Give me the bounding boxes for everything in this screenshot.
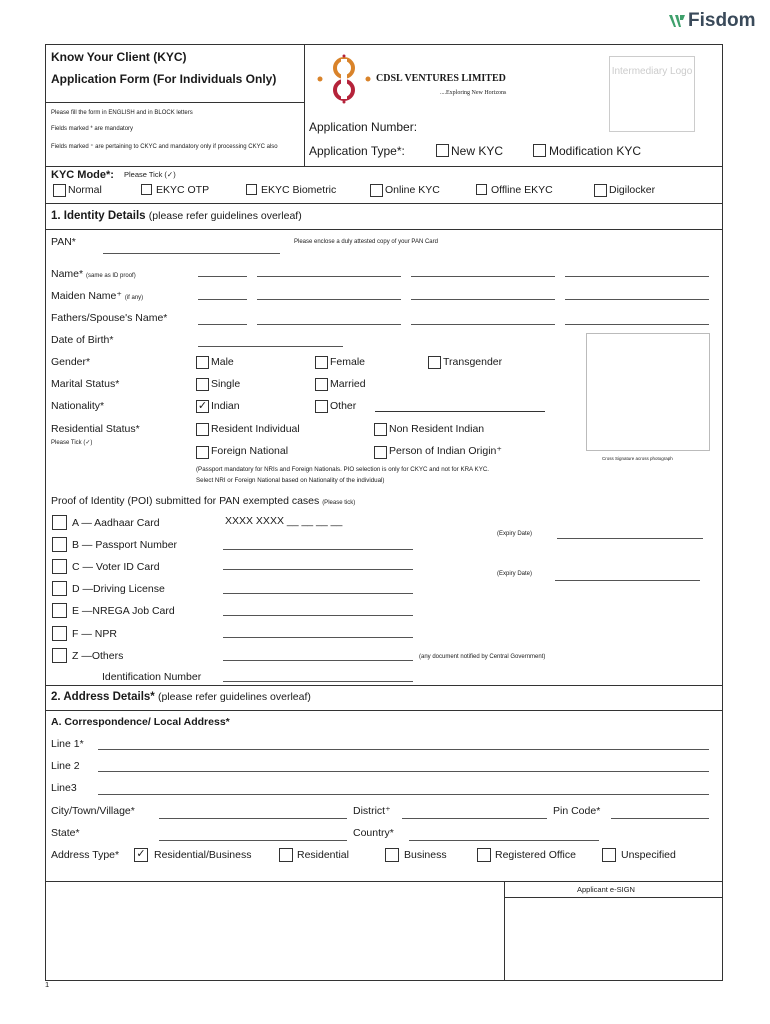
gender-male-checkbox[interactable] bbox=[196, 356, 209, 369]
foreign-national-label: Foreign National bbox=[211, 445, 289, 457]
marital-married-label: Married bbox=[330, 378, 366, 390]
kyc-mode-online-label: Online KYC bbox=[385, 184, 440, 196]
poi-others-checkbox[interactable] bbox=[52, 648, 67, 663]
kyc-mode-normal-label: Normal bbox=[68, 184, 102, 196]
kyc-mode-hint: Please Tick (✓) bbox=[124, 170, 176, 179]
new-kyc-checkbox[interactable] bbox=[436, 144, 449, 157]
others-note: (any document notified by Central Government) bbox=[419, 654, 546, 660]
passport-expiry-label: (Expiry Date) bbox=[497, 531, 533, 537]
nationality-indian-label: Indian bbox=[211, 400, 240, 412]
address-type-unspecified-checkbox[interactable] bbox=[602, 848, 616, 862]
nationality-other-label: Other bbox=[330, 400, 357, 412]
gender-female-checkbox[interactable] bbox=[315, 356, 328, 369]
kyc-mode-offline-ekyc-label: Offline EKYC bbox=[491, 184, 553, 196]
dob-label: Date of Birth* bbox=[51, 334, 114, 346]
poi-nrega-checkbox[interactable] bbox=[52, 603, 67, 618]
address-type-residential-business-checkbox[interactable]: ✓ bbox=[134, 848, 148, 862]
country-field[interactable] bbox=[409, 840, 599, 841]
aadhaar-mask: XXXX XXXX __ __ __ __ bbox=[225, 515, 343, 527]
address-section-title: 2. Address Details* (please refer guidelines overleaf) bbox=[51, 691, 311, 703]
gender-male-label: Male bbox=[211, 356, 234, 368]
marital-single-label: Single bbox=[211, 378, 241, 390]
identity-section-title: 1. Identity Details (please refer guidelines overleaf) bbox=[51, 210, 302, 222]
poi-passport-checkbox[interactable] bbox=[52, 537, 67, 552]
gender-transgender-checkbox[interactable] bbox=[428, 356, 441, 369]
poi-voter-label: C — Voter ID Card bbox=[72, 561, 160, 573]
fisdom-wordmark: Fisdom bbox=[688, 10, 756, 31]
kyc-mode-ekyc-biometric-label: EKYC Biometric bbox=[261, 184, 337, 196]
nrega-field[interactable] bbox=[223, 615, 413, 616]
address-type-residential-checkbox[interactable] bbox=[279, 848, 293, 862]
cdsl-logo-icon bbox=[314, 54, 374, 104]
address-type-label: Address Type* bbox=[51, 849, 120, 861]
kyc-mode-ekyc-biometric-checkbox[interactable] bbox=[246, 184, 257, 195]
identification-number-field[interactable] bbox=[223, 681, 413, 682]
address-line2-field[interactable] bbox=[98, 771, 709, 772]
residential-note-1: (Passport mandatory for NRIs and Foreign Nationals. PIO selection is only for CKYC and not for KRA KYC. bbox=[196, 466, 490, 473]
gender-female-label: Female bbox=[330, 356, 366, 368]
kyc-mode-digilocker-checkbox[interactable] bbox=[594, 184, 607, 197]
address-line1-label: Line 1* bbox=[51, 738, 84, 750]
identification-number-label: Identification Number bbox=[102, 671, 202, 683]
voter-id-field[interactable] bbox=[223, 569, 413, 570]
nri-checkbox[interactable] bbox=[374, 423, 387, 436]
driving-expiry-field[interactable] bbox=[555, 580, 700, 581]
pin-code-field[interactable] bbox=[611, 818, 709, 819]
poi-passport-label: B — Passport Number bbox=[72, 539, 178, 551]
pio-checkbox[interactable] bbox=[374, 446, 387, 459]
esign-label: Applicant e-SIGN bbox=[577, 885, 635, 894]
photo-box bbox=[586, 333, 710, 451]
passport-number-field[interactable] bbox=[223, 549, 413, 550]
pan-label: PAN* bbox=[51, 236, 76, 248]
driving-license-field[interactable] bbox=[223, 593, 413, 594]
address-type-residential-business-label: Residential/Business bbox=[154, 849, 252, 861]
father-spouse-name-label: Fathers/Spouse's Name* bbox=[51, 312, 168, 324]
address-line3-field[interactable] bbox=[98, 794, 709, 795]
address-type-business-label: Business bbox=[404, 849, 447, 861]
npr-field[interactable] bbox=[223, 637, 413, 638]
residential-note-2: Select NRI or Foreign National based on Nationality of the individual) bbox=[196, 477, 385, 484]
address-type-business-checkbox[interactable] bbox=[385, 848, 399, 862]
form-title-line2: Application Form (For Individuals Only) bbox=[51, 72, 277, 86]
kyc-mode-digilocker-label: Digilocker bbox=[609, 184, 656, 196]
photo-caption: Cross Signature across photograph bbox=[602, 456, 673, 461]
state-label: State* bbox=[51, 827, 80, 839]
application-number-label: Application Number: bbox=[309, 120, 418, 134]
residential-status-label: Residential Status* bbox=[51, 423, 140, 435]
kyc-mode-ekyc-otp-checkbox[interactable] bbox=[141, 184, 152, 195]
address-type-registered-office-label: Registered Office bbox=[495, 849, 576, 861]
city-label: City/Town/Village* bbox=[51, 805, 135, 817]
resident-individual-checkbox[interactable] bbox=[196, 423, 209, 436]
foreign-national-checkbox[interactable] bbox=[196, 446, 209, 459]
poi-npr-label: F — NPR bbox=[72, 628, 117, 640]
address-line3-label: Line3 bbox=[51, 782, 77, 794]
instruction-1: Please fill the form in ENGLISH and in BLOCK letters bbox=[51, 110, 193, 116]
dob-field[interactable] bbox=[198, 346, 343, 347]
poi-others-label: Z —Others bbox=[72, 650, 124, 662]
company-name: CDSL VENTURES LIMITED bbox=[376, 73, 506, 84]
gender-label: Gender* bbox=[51, 356, 91, 368]
kyc-mode-offline-ekyc-checkbox[interactable] bbox=[476, 184, 487, 195]
modification-kyc-label: Modification KYC bbox=[549, 144, 642, 158]
kyc-mode-normal-checkbox[interactable] bbox=[53, 184, 66, 197]
fisdom-leaf-icon bbox=[668, 13, 686, 29]
poi-npr-checkbox[interactable] bbox=[52, 626, 67, 641]
poi-label: Proof of Identity (POI) submitted for PAN exempted cases (Please tick) bbox=[51, 495, 356, 507]
poi-aadhaar-checkbox[interactable] bbox=[52, 515, 67, 530]
district-field[interactable] bbox=[402, 818, 547, 819]
fisdom-logo bbox=[668, 10, 756, 32]
esign-box[interactable] bbox=[505, 898, 722, 980]
correspondence-address-heading: A. Correspondence/ Local Address* bbox=[51, 716, 230, 728]
resident-individual-label: Resident Individual bbox=[211, 423, 300, 435]
passport-expiry-field[interactable] bbox=[557, 538, 703, 539]
state-field[interactable] bbox=[159, 840, 347, 841]
gender-transgender-label: Transgender bbox=[443, 356, 503, 368]
address-type-residential-label: Residential bbox=[297, 849, 349, 861]
pan-note: Please enclose a duly attested copy of your PAN Card bbox=[294, 239, 438, 245]
pin-code-label: Pin Code* bbox=[553, 805, 601, 817]
intermediary-logo-box: Intermediary Logo bbox=[609, 56, 695, 132]
pan-field[interactable] bbox=[103, 253, 280, 254]
district-label: District⁺ bbox=[353, 805, 391, 817]
city-field[interactable] bbox=[159, 818, 347, 819]
country-label: Country* bbox=[353, 827, 394, 839]
poi-nrega-label: E —NREGA Job Card bbox=[72, 605, 175, 617]
page-number: 1 bbox=[45, 980, 50, 989]
poi-voter-checkbox[interactable] bbox=[52, 559, 67, 574]
address-line1-field[interactable] bbox=[98, 749, 709, 750]
instruction-2: Fields marked * are mandatory bbox=[51, 126, 134, 132]
kyc-mode-ekyc-otp-label: EKYC OTP bbox=[156, 184, 210, 196]
instruction-3: Fields marked ⁺ are pertaining to CKYC and mandatory only if processing CKYC also bbox=[51, 144, 278, 150]
kyc-mode-label: KYC Mode*: bbox=[51, 169, 114, 181]
poi-driving-label: D —Driving License bbox=[72, 583, 165, 595]
poi-driving-checkbox[interactable] bbox=[52, 581, 67, 596]
nationality-indian-checkbox[interactable]: ✓ bbox=[197, 400, 208, 412]
kyc-mode-online-checkbox[interactable] bbox=[370, 184, 383, 197]
company-tagline: ....Exploring New Horizons bbox=[440, 90, 507, 96]
poi-aadhaar-label: A — Aadhaar Card bbox=[72, 517, 160, 529]
address-line2-label: Line 2 bbox=[51, 760, 80, 772]
nri-label: Non Resident Indian bbox=[389, 423, 485, 435]
pio-label: Person of Indian Origin⁺ bbox=[389, 445, 502, 457]
application-type-label: Application Type*: bbox=[309, 144, 405, 158]
maiden-name-label: Maiden Name⁺ (if any) bbox=[51, 290, 144, 302]
marital-status-label: Marital Status* bbox=[51, 378, 120, 390]
others-field[interactable] bbox=[223, 660, 413, 661]
nationality-other-checkbox[interactable] bbox=[315, 400, 328, 413]
modification-kyc-checkbox[interactable] bbox=[533, 144, 546, 157]
new-kyc-label: New KYC bbox=[451, 144, 504, 158]
marital-married-checkbox[interactable] bbox=[315, 378, 328, 391]
name-label: Name* (same as ID proof) bbox=[51, 268, 136, 280]
marital-single-checkbox[interactable] bbox=[196, 378, 209, 391]
form-title-line1: Know Your Client (KYC) bbox=[51, 50, 187, 64]
nationality-other-field[interactable] bbox=[375, 411, 545, 412]
driving-expiry-label: (Expiry Date) bbox=[497, 571, 533, 577]
nationality-label: Nationality* bbox=[51, 400, 105, 412]
address-type-registered-office-checkbox[interactable] bbox=[477, 848, 491, 862]
residential-status-hint: Please Tick (✓) bbox=[51, 440, 93, 446]
address-type-unspecified-label: Unspecified bbox=[621, 849, 676, 861]
